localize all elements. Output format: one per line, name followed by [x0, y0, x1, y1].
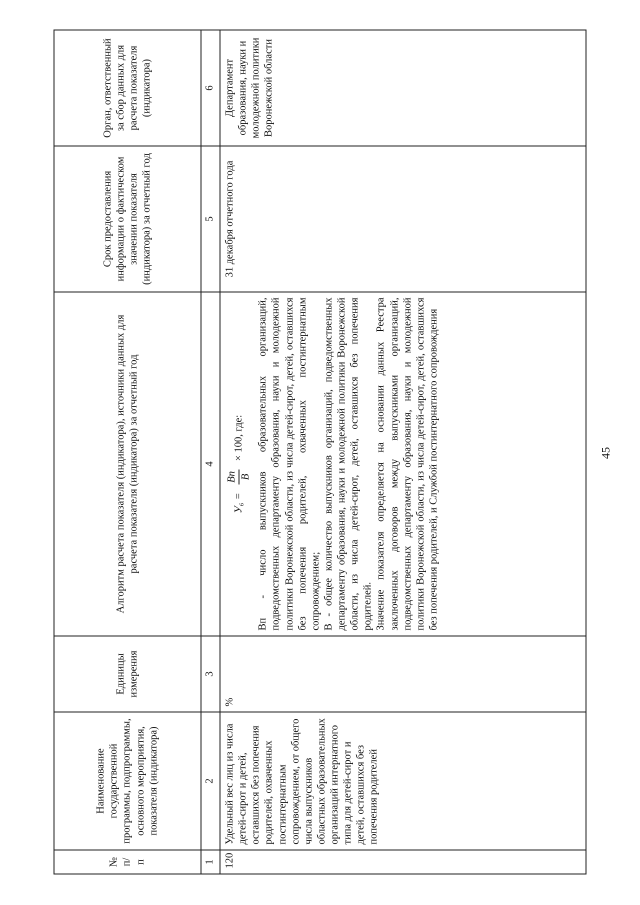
header-name: Наименование государственной программы, подпрограммы, основного мероприятия, показателя (индикатора)	[54, 712, 201, 850]
page-number: 45	[598, 447, 613, 459]
formula-denominator: В	[240, 473, 252, 481]
algorithm-paragraph: Вп - число выпускников образовательных организаций, подведомственных департаменту образования, науки и молодежной политики Воронежской области, из числа детей-сирот, детей, оставшихся без попечения родителей, охваченных постинтернатным сопровождением;	[257, 297, 322, 631]
column-number: 2	[201, 712, 220, 850]
algorithm-paragraph: В - общее количество выпускников организаций, подведомственных департаменту образования, науки и молодежной политики Воронежской области, из числа детей-сирот, детей, оставшихся без попечения родителей.	[323, 297, 374, 631]
column-number: 3	[201, 636, 220, 712]
header-algorithm: Алгоритм расчета показателя (индикатора), источники данных для расчета показателя (индикатора) за отчетный год	[54, 292, 201, 636]
header-row	[54, 30, 201, 874]
column-number: 4	[201, 292, 220, 636]
table-row	[220, 30, 586, 874]
column-number: 1	[201, 850, 220, 874]
header-unit: Единицы измерения	[54, 636, 201, 712]
formula-lhs: У₆ =	[233, 492, 245, 514]
header-organ: Орган, ответственный за сбор данных для расчета показателя (индикатора)	[54, 30, 201, 146]
formula-fraction	[226, 469, 253, 485]
column-number: 5	[201, 146, 220, 292]
column-number-row	[201, 30, 220, 874]
indicator-deadline: 31 декабря отчетного года	[220, 146, 586, 292]
column-number: 6	[201, 30, 220, 146]
rotated-sheet	[54, 31, 587, 875]
header-number: № п/п	[54, 850, 201, 874]
indicator-unit: %	[220, 636, 586, 712]
indicator-name: Удельный вес лиц из числа детей-сирот и детей, оставшихся без попечения родителей, охваченных постинтернатным сопровождением, от общего числа выпускников областных образовательных организаций интернатного типа для детей-сирот и детей, оставшихся без попечения родителей	[220, 712, 586, 850]
header-deadline: Срок предоставления информации о фактическом значении показателя (индикатора) за отчетный год	[54, 146, 201, 292]
indicator-table	[54, 30, 587, 875]
indicator-organ: Департамент образования, науки и молодежной политики Воронежской области	[220, 30, 586, 146]
formula	[226, 298, 253, 631]
algorithm-paragraph: Значение показателя определяется на основании данных Реестра заключенных договоров между выпускниками организаций, подведомственных департаменту образования, науки и молодежной политики Воронежской области, из числа детей-сирот, детей, оставшихся без попечения родителей, и Службой постинтернатного сопровождения	[375, 297, 440, 631]
formula-rhs: × 100, где:	[233, 414, 245, 462]
formula-numerator: Вп	[226, 469, 240, 485]
indicator-algorithm	[220, 292, 586, 636]
row-number: 120	[220, 850, 586, 874]
